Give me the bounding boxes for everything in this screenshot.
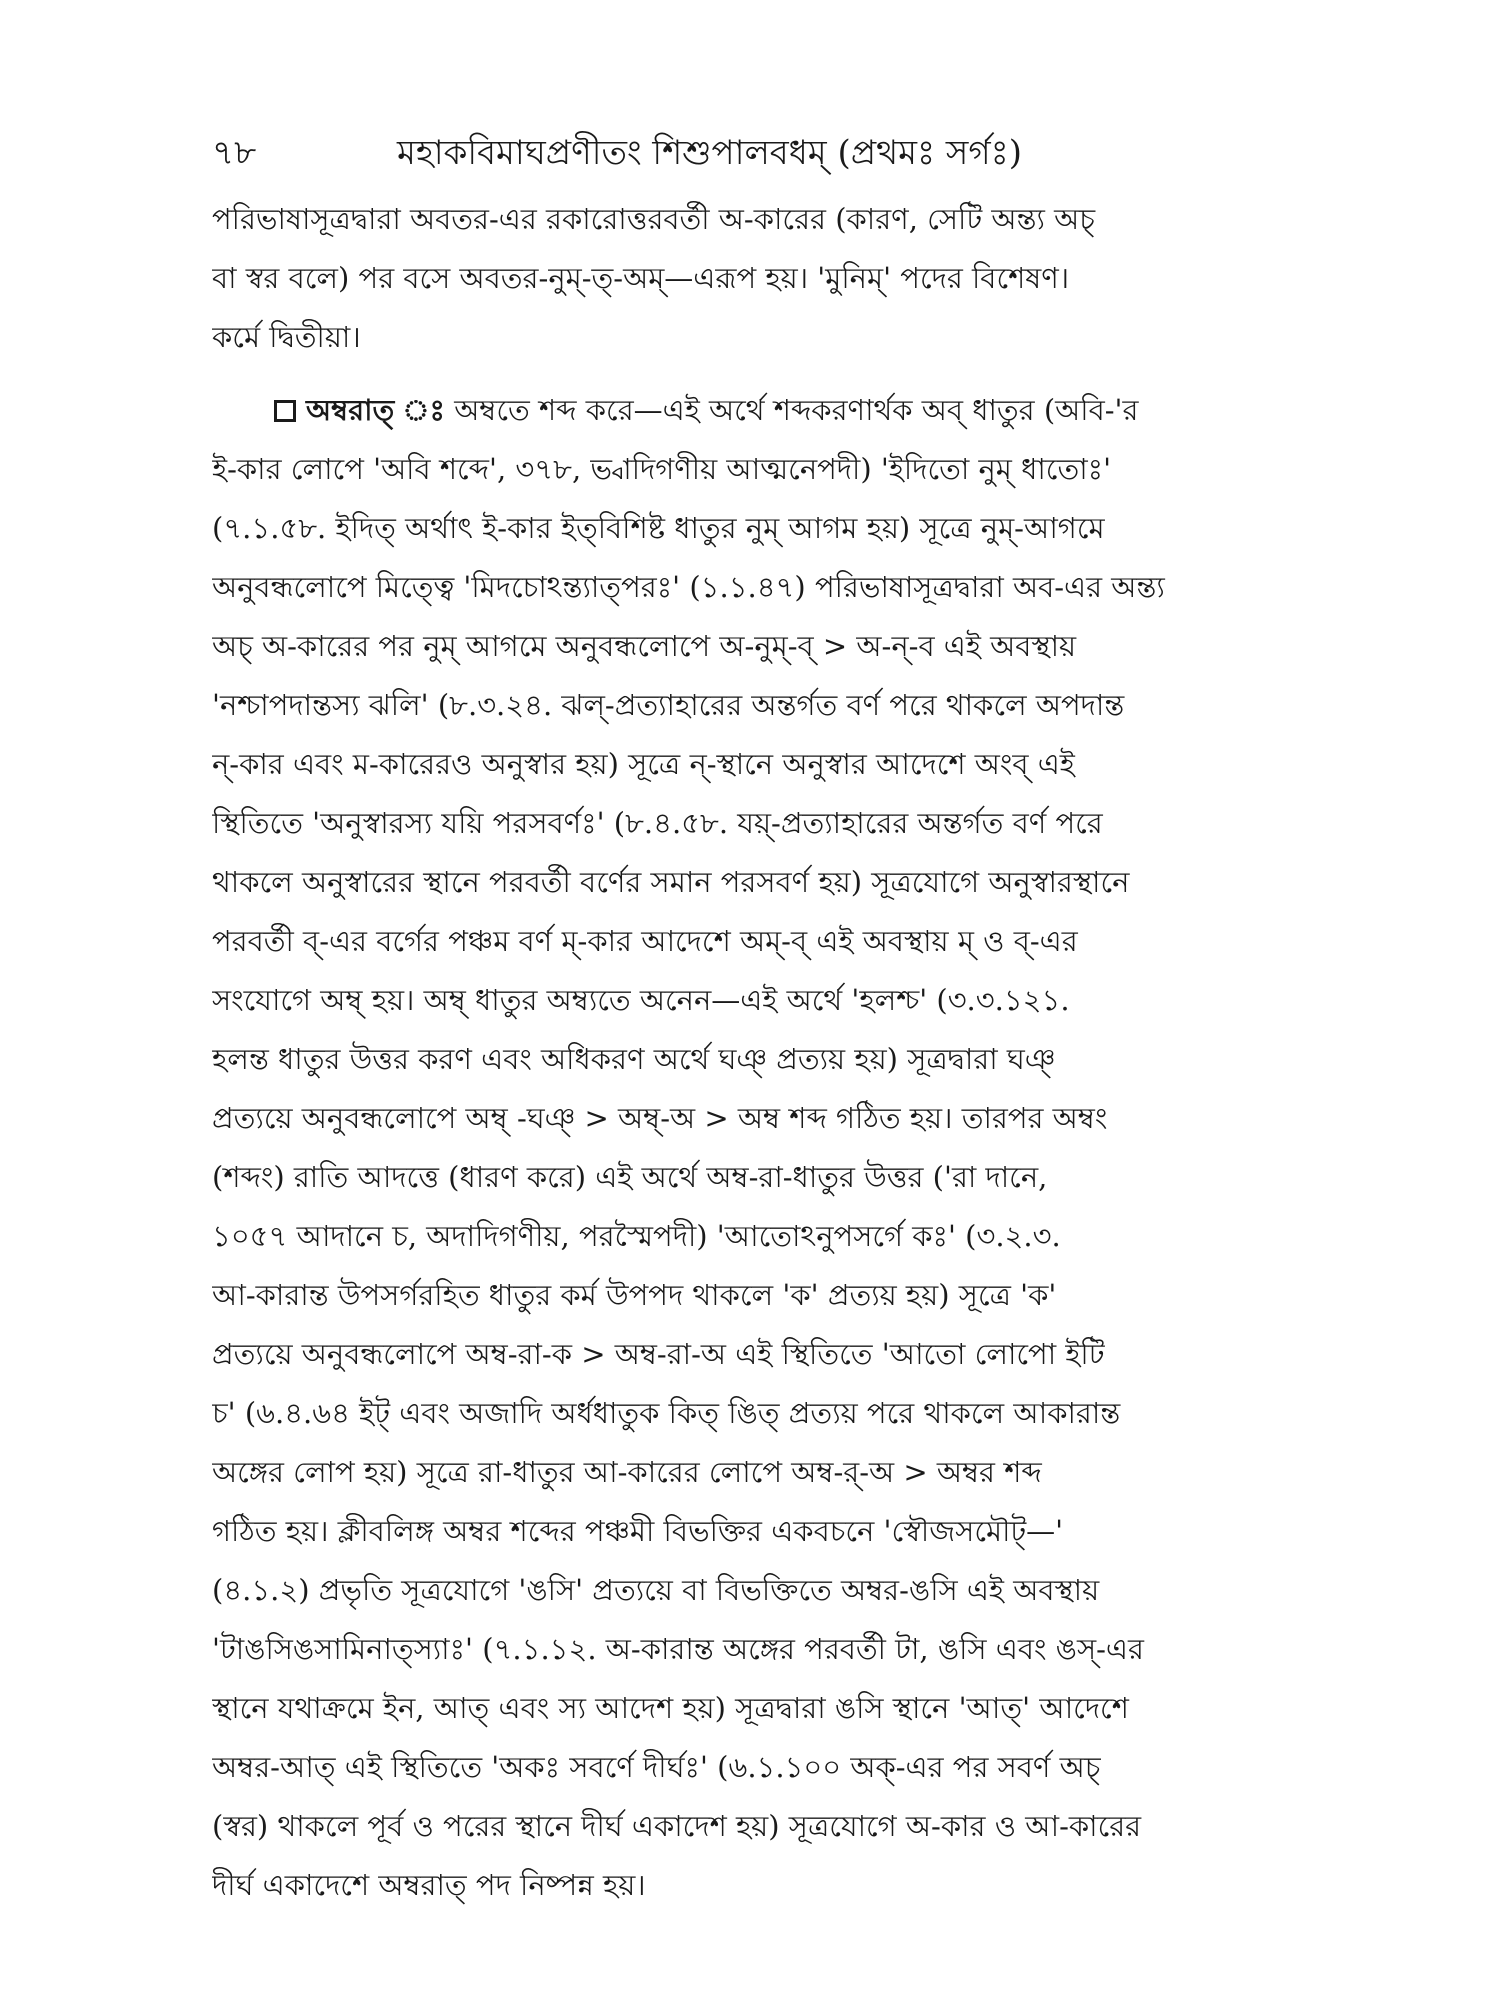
running-title: মহাকবিমাঘপ্রণীতং শিশুপালবধম্ (প্রথমঃ সর্গঃ) [397,133,1023,173]
text-line: প্রত্যয়ে অনুবন্ধলোপে অম্ব্ -ঘঞ্ > অম্ব্-অ > অম্ব শব্দ গঠিত হয়। তারপর অম্বং [212,1101,1108,1135]
text-line: আ-কারান্ত উপসর্গরহিত ধাতুর কর্ম উপপদ থাকলে 'ক' প্রত্যয় হয়) সূত্রে 'ক' [212,1278,1057,1312]
text-line: অম্বর-আত্ এই স্থিতিতে 'অকঃ সবর্ণে দীর্ঘঃ' (৬.১.১০০ অক্-এর পর সবর্ণ অচ্ [212,1750,1101,1784]
text-line: (স্বর) থাকলে পূর্ব ও পরের স্থানে দীর্ঘ একাদেশ হয়) সূত্রযোগে অ-কার ও আ-কারের [212,1809,1142,1843]
text-line: (শব্দং) রাতি আদত্তে (ধারণ করে) এই অর্থে অম্ব-রা-ধাতুর উত্তর ('রা দানে, [212,1160,1048,1194]
text-line: (৪.১.২) প্রভৃতি সূত্রযোগে 'ঙসি' প্রত্যয়ে বা বিভক্তিতে অম্বর-ঙসি এই অবস্থায় [212,1573,1100,1607]
text-line: অচ্ অ-কারের পর নুম্ আগমে অনুবন্ধলোপে অ-নুম্-ব্ > অ-ন্-ব এই অবস্থায় [212,629,1077,663]
paragraph-continuation [212,190,1297,367]
text-line: অনুবন্ধলোপে মিত্ত্বে 'মিদচোঽন্ত্যাত্‌পরঃ' (১.১.৪৭) পরিভাষাসূত্রদ্বারা অব-এর অন্ত্য [212,570,1165,604]
text-line: 'টাঙসিঙসামিনাত্‌স্যাঃ' (৭.১.১২. অ-কারান্ত অঙ্গের পরবর্তী টা, ঙসি এবং ঙস্-এর [212,1632,1144,1666]
text-line: হলন্ত ধাতুর উত্তর করণ এবং অধিকরণ অর্থে ঘঞ্ প্রত্যয় হয়) সূত্রদ্বারা ঘঞ্ [212,1042,1056,1076]
text-segment: অম্বতে শব্দ করে—এই অর্থে শব্দকরণার্থক অব্ ধাতুর (অবি-'র [454,393,1139,427]
text-line: 'নশ্চাপদান্তস্য ঝলি' (৮.৩.২৪. ঝল্-প্রত্যাহারের অন্তর্গত বর্ণ পরে থাকলে অপদান্ত [212,688,1125,722]
text-line: দীর্ঘ একাদেশে অম্বরাত্ পদ নিষ্পন্ন হয়। [212,1868,646,1902]
headword: অম্বরাত্ ঃ [306,393,445,427]
text-line: পরবর্তী ব্-এর বর্গের পঞ্চম বর্ণ ম্-কার আদেশে অম্-ব্ এই অবস্থায় ম্ ও ব্-এর [212,924,1078,958]
body-text [212,190,1297,1915]
text-line-first [212,381,1297,440]
text-line: ন্-কার এবং ম-কারেরও অনুস্বার হয়) সূত্রে ন্-স্থানে অনুস্বার আদেশে অংব্ এই [212,747,1075,781]
text-line: পরিভাষাসূত্রদ্বারা অবতর-এর রকারোত্তরবর্তী অ-কারের (কারণ, সেটি অন্ত্য অচ্ [212,202,1095,236]
text-line: অঙ্গের লোপ হয়) সূত্রে রা-ধাতুর আ-কারের লোপে অম্ব-র্-অ > অম্বর শব্দ [212,1455,1042,1489]
text-line: স্থিতিতে 'অনুস্বারস্য যয়ি পরসবর্ণঃ' (৮.৪.৫৮. যয়্-প্রত্যাহারের অন্তর্গত বর্ণ পরে [212,806,1103,840]
text-line: থাকলে অনুস্বারের স্থানে পরবর্তী বর্ণের সমান পরসবর্ণ হয়) সূত্রযোগে অনুস্বারস্থানে [212,865,1130,899]
square-bullet-icon [274,400,296,422]
text-line: ই-কার লোপে 'অবি শব্দে', ৩৭৮, ভ্বাদিগণীয় আত্মনেপদী) 'ইদিতো নুম্ ধাতোঃ' [212,452,1112,486]
page-header [212,128,1297,178]
page-number: ৭৮ [212,133,257,173]
text-line: ১০৫৭ আদানে চ, অদাদিগণীয়, পরস্মৈপদী) 'আতোঽনুপসর্গে কঃ' (৩.২.৩. [212,1219,1061,1253]
text-line: (৭.১.৫৮. ইদিত্ অর্থাৎ ই-কার ইত্‌বিশিষ্ট ধাতুর নুম্ আগম হয়) সূত্রে নুম্-আগমে [212,511,1105,545]
paragraph-ambarat [212,381,1297,1915]
text-line: স্থানে যথাক্রমে ইন, আত্ এবং স্য আদেশ হয়) সূত্রদ্বারা ঙসি স্থানে 'আত্' আদেশে [212,1691,1129,1725]
text-line: কর্মে দ্বিতীয়া। [212,320,361,354]
text-line: চ' (৬.৪.৬৪ ইট্ এবং অজাদি অর্ধধাতুক কিত্ ঙিত্ প্রত্যয় পরে থাকলে আকারান্ত [212,1396,1121,1430]
text-line: সংযোগে অম্ব্ হয়। অম্ব্ ধাতুর অম্ব্যতে অনেন—এই অর্থে 'হলশ্চ' (৩.৩.১২১. [212,983,1070,1017]
text-line: প্রত্যয়ে অনুবন্ধলোপে অম্ব-রা-ক > অম্ব-রা-অ এই স্থিতিতে 'আতো লোপো ইটি [212,1337,1105,1371]
text-line: গঠিত হয়। ক্লীবলিঙ্গ অম্বর শব্দের পঞ্চমী বিভক্তির একবচনে 'স্বৌজসমৌট্—' [212,1514,1064,1548]
text-line: বা স্বর বলে) পর বসে অবতর-নুম্-ত্-অম্—এরূপ হয়। 'মুনিম্' পদের বিশেষণ। [212,261,1070,295]
